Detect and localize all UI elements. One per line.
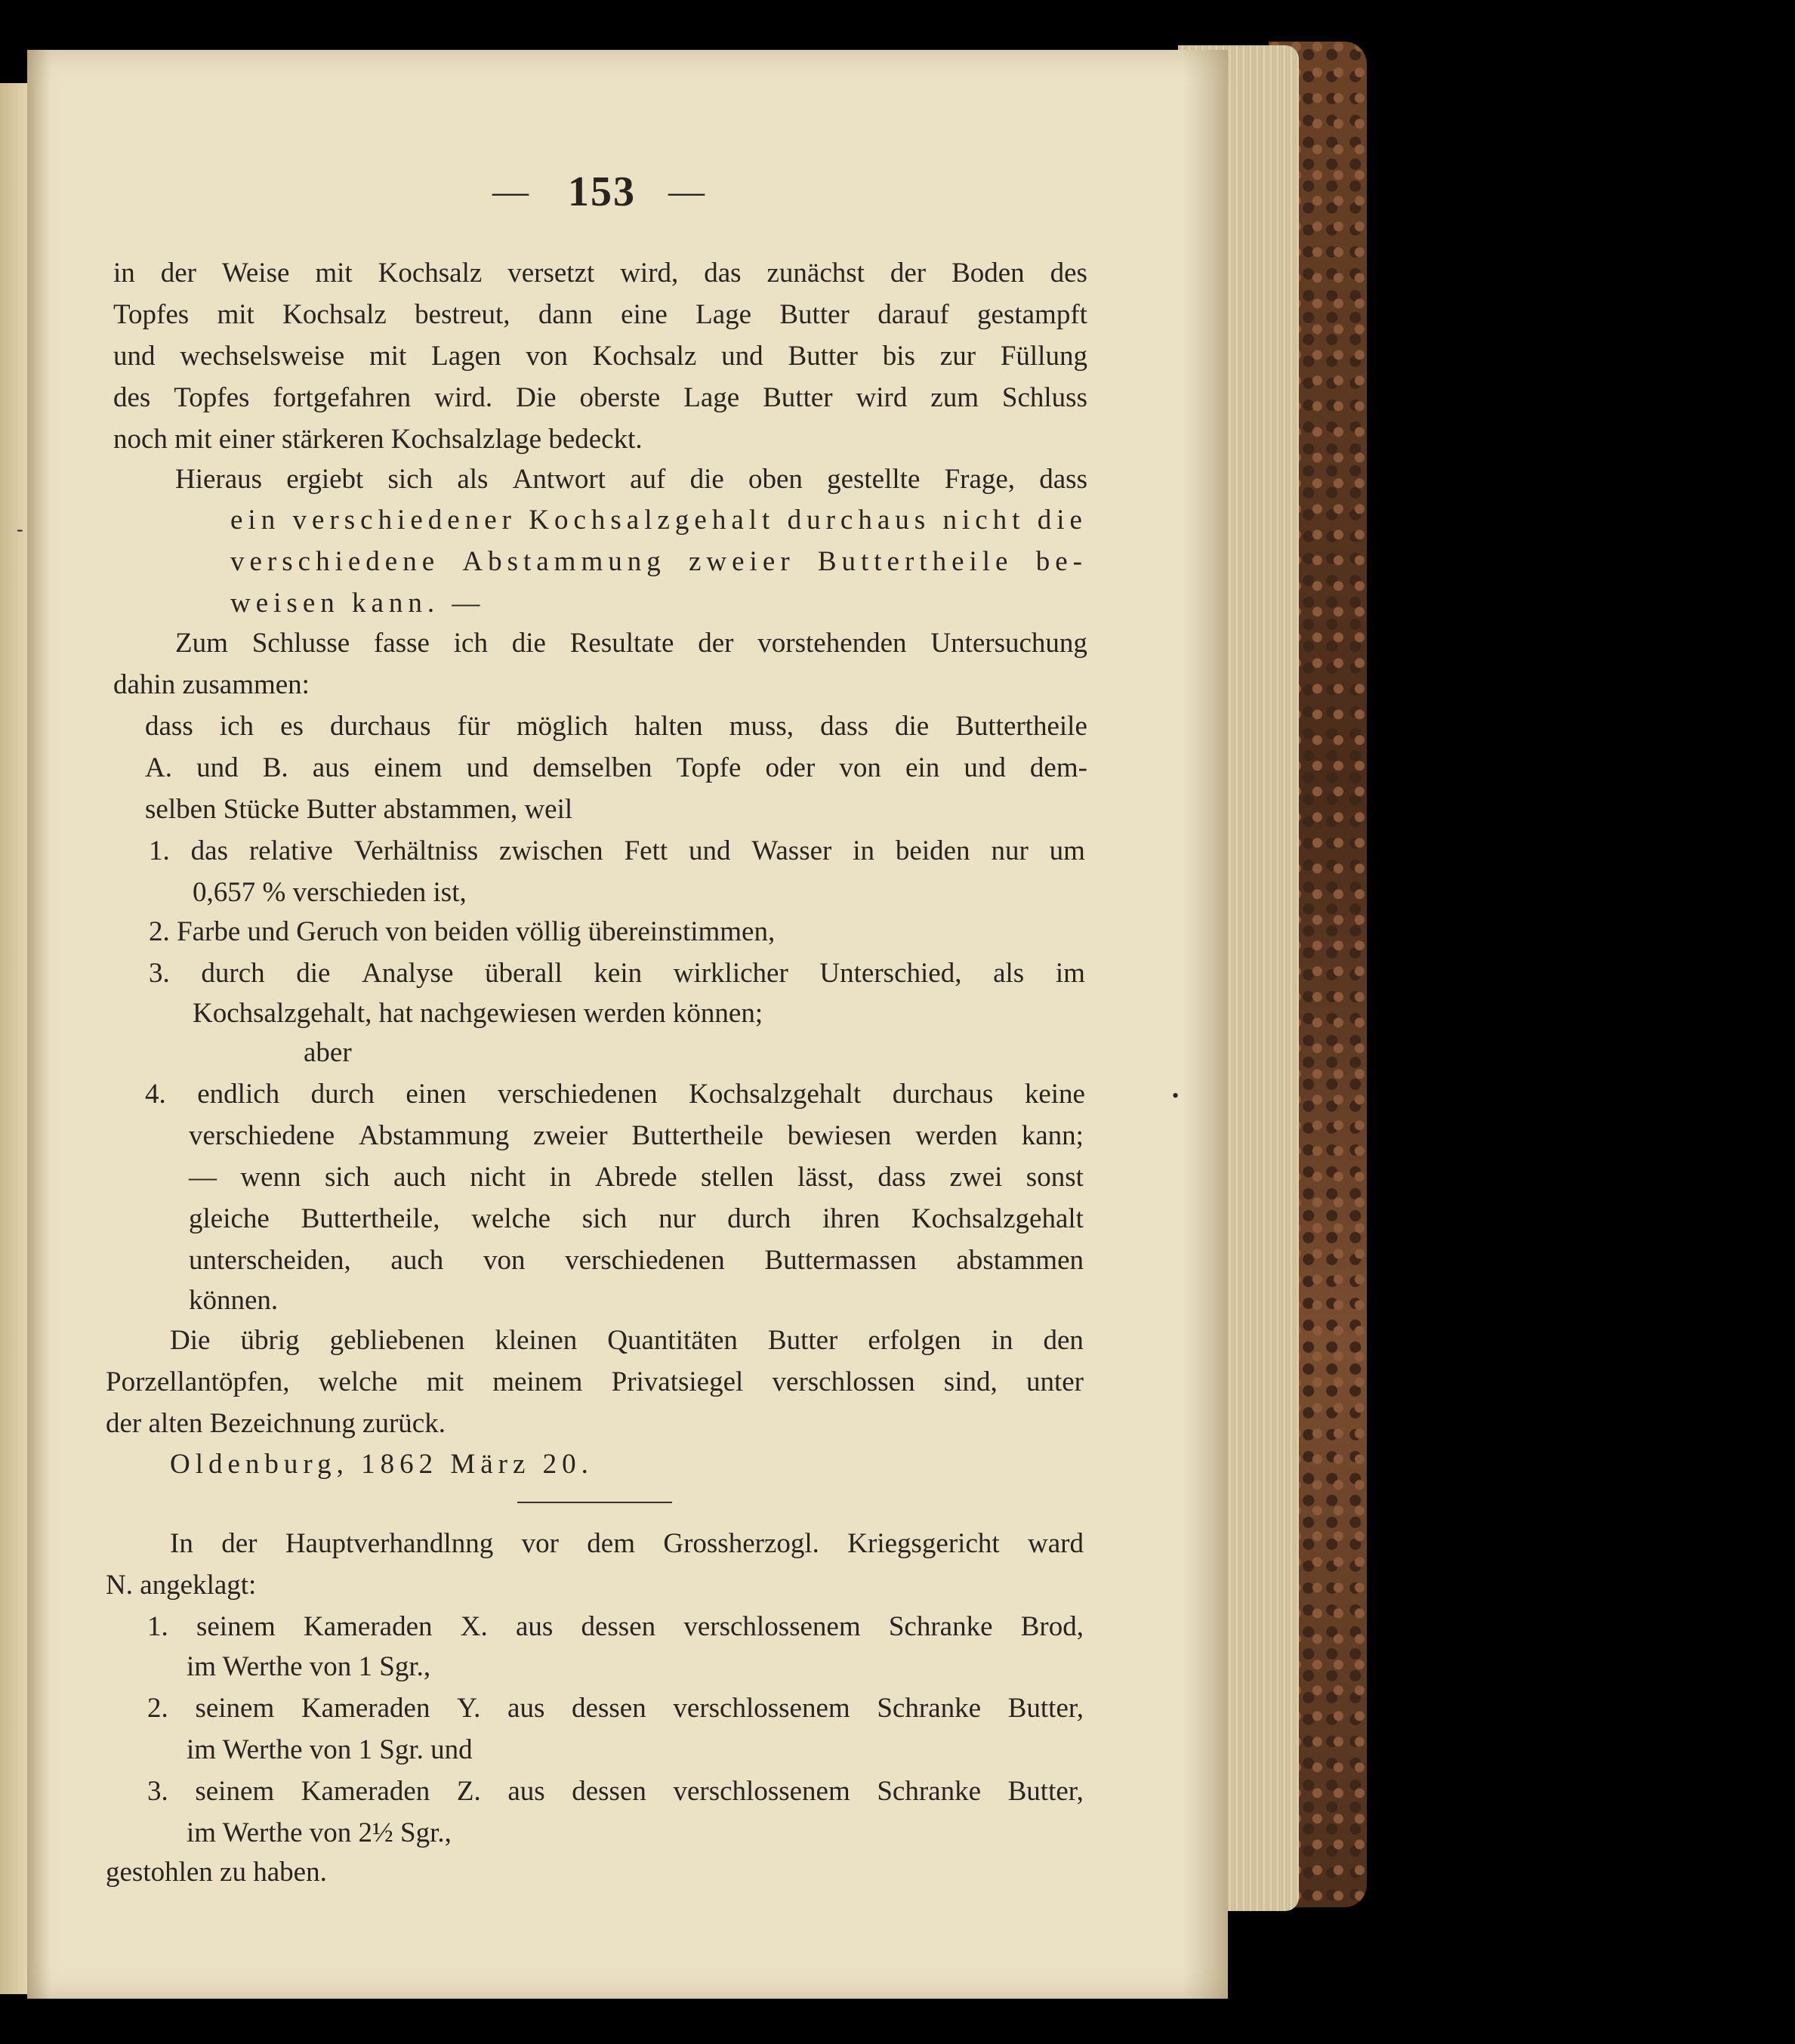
word: Grossherzogl.: [663, 1528, 819, 1559]
word: verschlossenem: [673, 1693, 850, 1724]
word: verschiedener: [292, 505, 517, 536]
word: fasse: [373, 628, 430, 659]
word: unterscheiden,: [189, 1245, 351, 1276]
word: in: [991, 1325, 1013, 1356]
word: Hauptverhandlnng: [285, 1528, 494, 1559]
word: zur: [939, 341, 976, 372]
word: dessen: [572, 1776, 646, 1807]
word: demselben: [532, 752, 652, 783]
word: als: [993, 958, 1025, 989]
word: möglich: [516, 711, 609, 742]
word: verschiedenen: [565, 1245, 725, 1276]
word: kein: [594, 958, 643, 989]
word: in: [549, 1162, 572, 1193]
word: be-: [1035, 546, 1087, 577]
word: die: [296, 958, 331, 989]
word: bestreut,: [415, 299, 510, 330]
word: und: [196, 752, 239, 783]
word: von: [526, 341, 568, 372]
word: Analyse: [362, 958, 454, 989]
word: bis: [882, 341, 915, 372]
text-line: [189, 1203, 1084, 1236]
word: verschiedene: [230, 546, 440, 577]
word: Kochsalz: [282, 299, 387, 330]
word: mit: [426, 1366, 464, 1397]
text-line: N. angeklagt:: [106, 1570, 257, 1601]
text-line: 2. Farbe und Geruch von beiden völlig übereinstimmen,: [149, 916, 776, 947]
word: darauf: [877, 299, 949, 330]
text-line: selben Stücke Butter abstammen, weil: [145, 794, 573, 825]
word: Brod,: [1020, 1611, 1084, 1642]
word: Lage: [683, 382, 740, 413]
text-line: [170, 1527, 1084, 1561]
word: vorstehenden: [757, 628, 907, 659]
text-line: [145, 752, 1087, 785]
word: verschlossenem: [673, 1776, 850, 1807]
text-line: aber: [304, 1037, 352, 1068]
word: nicht: [942, 505, 1025, 536]
word: 3.: [149, 958, 170, 989]
word: auch: [390, 1245, 444, 1276]
word: die: [511, 628, 546, 659]
word: von: [839, 752, 881, 783]
word: der: [890, 258, 927, 289]
word: 2.: [147, 1693, 168, 1724]
word: der: [160, 258, 196, 289]
word: den: [1043, 1325, 1084, 1356]
word: sich: [581, 1203, 628, 1234]
word: verschiedenen: [498, 1079, 658, 1110]
word: sonst: [1025, 1162, 1084, 1193]
word: Zum: [175, 628, 228, 659]
text-line: [113, 257, 1087, 290]
word: mit: [315, 258, 353, 289]
word: verschiedene: [189, 1120, 335, 1151]
text-line: im Werthe von 1 Sgr. und: [187, 1734, 473, 1765]
word: Kameraden: [304, 1611, 433, 1642]
word: kann;: [1021, 1120, 1084, 1151]
word: im: [1055, 958, 1085, 989]
word: Topfes: [174, 382, 250, 413]
text-line: können.: [189, 1285, 279, 1316]
word: Buttertheile: [955, 711, 1087, 742]
word: die: [689, 464, 724, 495]
word: Kochsalzgehalt: [689, 1079, 862, 1110]
text-line: [147, 1692, 1084, 1725]
word: wird,: [620, 258, 679, 289]
word: Fett: [624, 835, 668, 866]
word: ihren: [822, 1203, 881, 1234]
word: zwischen: [499, 835, 603, 866]
word: lässt,: [797, 1162, 855, 1193]
word: ein: [230, 505, 281, 536]
word: Porzellantöpfen,: [106, 1366, 290, 1397]
word: verschlossenem: [683, 1611, 861, 1642]
text-line: [145, 1078, 1085, 1111]
word: wird: [856, 382, 908, 413]
word: 1.: [149, 835, 170, 866]
word: mit: [369, 341, 407, 372]
word: Butter: [788, 341, 858, 372]
word: zum: [930, 382, 979, 413]
word: Unterschied,: [819, 958, 962, 989]
word: Wasser: [751, 835, 832, 866]
margin-dot: •: [1172, 1085, 1180, 1107]
word: gleiche: [189, 1203, 270, 1234]
word: durchaus: [892, 1079, 994, 1110]
word: Buttertheile: [817, 546, 1013, 577]
text-line: [147, 1775, 1084, 1808]
section-divider: [517, 1502, 672, 1503]
word: 4.: [145, 1079, 166, 1110]
word: und: [964, 752, 1006, 783]
word: dann: [538, 299, 593, 330]
text-line: [145, 710, 1087, 743]
page-number-dash-right: —: [668, 171, 705, 212]
text-line: [106, 1366, 1084, 1399]
word: einem: [374, 752, 443, 783]
word: des: [113, 382, 151, 413]
word: das: [704, 258, 742, 289]
word: X.: [460, 1611, 488, 1642]
word: aus: [312, 752, 350, 783]
word: durch: [310, 1079, 375, 1110]
word: und: [466, 752, 509, 783]
word: —: [189, 1162, 217, 1193]
word: erfolgen: [868, 1325, 961, 1356]
word: auch: [393, 1162, 446, 1193]
word: Schluss: [1001, 382, 1087, 413]
word: seinem: [195, 1693, 275, 1724]
word: mit: [217, 299, 254, 330]
word: aus: [507, 1776, 545, 1807]
word: dass: [820, 711, 868, 742]
word: durch: [727, 1203, 791, 1234]
word: sind,: [943, 1366, 998, 1397]
text-line: [147, 1610, 1084, 1644]
word: des: [1050, 258, 1087, 289]
word: für: [457, 711, 490, 742]
text-line: Kochsalzgehalt, hat nachgewiesen werden können;: [193, 998, 763, 1029]
word: muss,: [729, 711, 794, 742]
word: endlich: [197, 1079, 280, 1110]
word: Privatsiegel: [611, 1366, 744, 1397]
text-line: [113, 298, 1087, 332]
word: Kameraden: [301, 1693, 430, 1724]
margin-mark: -: [17, 518, 23, 540]
word: Schranke: [877, 1693, 982, 1724]
word: halten: [634, 711, 703, 742]
word: A.: [145, 752, 172, 783]
word: B.: [262, 752, 288, 783]
word: meinem: [492, 1366, 583, 1397]
word: Untersuchung: [930, 628, 1087, 659]
word: 3.: [147, 1776, 168, 1807]
word: werden: [915, 1120, 998, 1151]
text-line: 0,657 % verschieden ist,: [193, 877, 467, 908]
word: seinem: [195, 1776, 275, 1807]
word: dass: [145, 711, 193, 742]
word: Buttertheile,: [301, 1203, 440, 1234]
word: zweier: [688, 546, 795, 577]
text-line: [189, 1244, 1084, 1277]
word: gestampft: [977, 299, 1087, 330]
word: seinem: [196, 1611, 276, 1642]
word: oberste: [579, 382, 661, 413]
text-line: Oldenburg, 1862 März 20.: [170, 1449, 594, 1480]
word: verschlossen: [772, 1366, 915, 1397]
word: abstammen: [956, 1245, 1084, 1276]
word: eine: [621, 299, 668, 330]
word: Boden: [951, 258, 1025, 289]
word: Kochsalzgehalt: [529, 505, 776, 536]
word: Y.: [457, 1693, 481, 1724]
word: Lage: [695, 299, 752, 330]
word: In: [170, 1528, 193, 1559]
word: dass: [1039, 464, 1087, 495]
word: zwei: [949, 1162, 1003, 1193]
word: beiden: [895, 835, 970, 866]
word: welche: [318, 1366, 398, 1397]
word: Kochsalz: [378, 258, 483, 289]
word: einen: [406, 1079, 467, 1110]
word: nicht: [470, 1162, 526, 1193]
word: übrig: [240, 1325, 300, 1356]
word: Weise: [221, 258, 290, 289]
word: Die: [516, 382, 557, 413]
word: aus: [515, 1611, 554, 1642]
word: Lagen: [431, 341, 501, 372]
word: Buttertheile: [631, 1120, 763, 1151]
word: Kameraden: [301, 1776, 430, 1807]
text-line: [175, 463, 1087, 496]
text-line: gestohlen zu haben.: [106, 1857, 327, 1888]
text-line: im Werthe von 2½ Sgr.,: [187, 1817, 452, 1848]
word: relative: [248, 835, 333, 866]
word: durch: [201, 958, 265, 989]
text-line: [230, 504, 1087, 537]
word: Z.: [456, 1776, 481, 1807]
word: durchaus: [330, 711, 431, 742]
word: Buttermassen: [764, 1245, 917, 1276]
text-line: [230, 545, 1087, 579]
word: Kochsalz: [592, 341, 697, 372]
word: wirklicher: [673, 958, 788, 989]
word: Abrede: [594, 1162, 677, 1193]
word: nur: [658, 1203, 696, 1234]
word: Butter: [767, 1325, 838, 1356]
word: in: [853, 835, 875, 866]
word: Hieraus: [175, 464, 263, 495]
word: Butter,: [1007, 1693, 1084, 1724]
word: dass: [877, 1162, 927, 1193]
word: wechselsweise: [180, 341, 345, 372]
word: Verhältniss: [353, 835, 479, 866]
word: Schranke: [877, 1776, 982, 1807]
word: dessen: [572, 1693, 646, 1724]
word: nur: [991, 835, 1029, 866]
word: bewiesen: [787, 1120, 892, 1151]
word: Kriegsgericht: [847, 1528, 1000, 1559]
text-line: der alten Bezeichnung zurück.: [106, 1408, 446, 1439]
word: sich: [324, 1162, 370, 1193]
text-line: [149, 957, 1085, 990]
word: überall: [485, 958, 563, 989]
word: unter: [1025, 1366, 1084, 1397]
word: und: [689, 835, 731, 866]
word: als: [457, 464, 489, 495]
word: Topfe: [676, 752, 742, 783]
word: Schranke: [888, 1611, 993, 1642]
page-number-dash-left: —: [492, 171, 529, 212]
word: oder: [765, 752, 816, 783]
word: ein: [905, 752, 940, 783]
word: ergiebt: [286, 464, 364, 495]
word: Antwort: [512, 464, 606, 495]
word: Füllung: [1000, 341, 1087, 372]
word: sich: [387, 464, 433, 495]
word: fortgefahren: [273, 382, 412, 413]
word: keine: [1024, 1079, 1085, 1110]
word: zunächst: [766, 258, 865, 289]
word: ich: [453, 628, 488, 659]
word: Die: [170, 1325, 211, 1356]
word: der: [221, 1528, 258, 1559]
word: Butter,: [1007, 1776, 1084, 1807]
word: zweier: [532, 1120, 608, 1151]
word: dem: [587, 1528, 635, 1559]
word: von: [483, 1245, 526, 1276]
word: Topfes: [113, 299, 190, 330]
text-line: [113, 340, 1087, 373]
text-line: noch mit einer stärkeren Kochsalzlage bedeckt.: [113, 424, 643, 455]
word: Kochsalzgehalt: [911, 1203, 1084, 1234]
word: Quantitäten: [607, 1325, 738, 1356]
word: Butter: [779, 299, 850, 330]
text-line: weisen kann. —: [230, 588, 486, 619]
word: Abstammung: [358, 1120, 510, 1151]
word: es: [280, 711, 304, 742]
text-line: [175, 627, 1087, 660]
text-line: [189, 1161, 1084, 1194]
word: wenn: [240, 1162, 301, 1193]
word: stellen: [701, 1162, 774, 1193]
word: um: [1049, 835, 1085, 866]
word: dem-: [1029, 752, 1087, 783]
word: versetzt: [507, 258, 595, 289]
text-line: im Werthe von 1 Sgr.,: [187, 1651, 431, 1682]
word: auf: [630, 464, 666, 495]
word: Resultate: [569, 628, 674, 659]
word: welche: [471, 1203, 551, 1234]
word: kleinen: [495, 1325, 578, 1356]
word: ich: [219, 711, 254, 742]
text-line: [113, 381, 1087, 415]
word: 1.: [147, 1611, 168, 1642]
text-line: dahin zusammen:: [113, 669, 310, 700]
word: wird.: [434, 382, 493, 413]
page-number: 153: [568, 168, 636, 215]
word: und: [113, 341, 156, 372]
word: gestellte: [827, 464, 921, 495]
word: Frage,: [944, 464, 1016, 495]
word: Schlusse: [251, 628, 350, 659]
word: vor: [521, 1528, 559, 1559]
word: Butter: [763, 382, 833, 413]
text-line: [189, 1119, 1084, 1153]
word: der: [698, 628, 734, 659]
word: die: [894, 711, 930, 742]
word: die: [1037, 505, 1087, 536]
word: oben: [748, 464, 803, 495]
word: durchaus: [787, 505, 931, 536]
word: das: [190, 835, 228, 866]
word: in: [113, 258, 135, 289]
word: Abstammung: [462, 546, 666, 577]
word: gebliebenen: [329, 1325, 465, 1356]
word: aus: [507, 1693, 545, 1724]
word: ward: [1028, 1528, 1084, 1559]
text-line: [149, 835, 1085, 868]
text-line: [170, 1324, 1084, 1357]
word: und: [721, 341, 763, 372]
facing-page-edge: [0, 83, 30, 1994]
word: dessen: [581, 1611, 656, 1642]
